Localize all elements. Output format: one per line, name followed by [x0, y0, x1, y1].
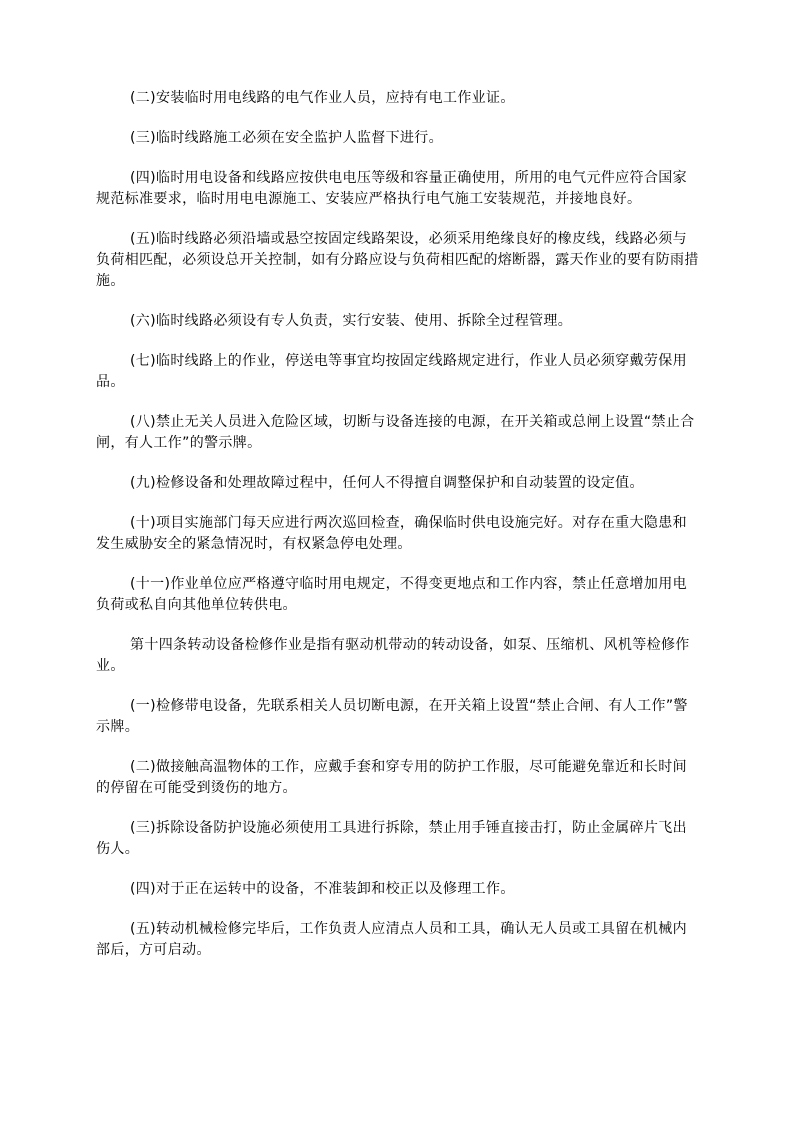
paragraph-voltage-capacity: (四)临时用电设备和线路应按供电电压等级和容量正确使用，所用的电气元件应符合国家规范标准要求，临时用电电源施工、安装应严格执行电气施工安装规范，并接地良好。 — [96, 170, 687, 207]
paragraph-responsibility: (六)临时线路必须设有专人负责，实行安装、使用、拆除全过程管理。 — [130, 313, 573, 329]
paragraph-high-temperature: (二)做接触高温物体的工作，应戴手套和穿专用的防护工作服，尽可能避免靠近和长时间的停留在可能受到烫伤的地方。 — [96, 759, 687, 796]
paragraph-cut-power: (一)检修带电设备，先联系相关人员切断电源，在开关箱上设置“禁止合闸、有人工作”警示牌。 — [96, 698, 688, 735]
paragraph-article-fourteen: 第十四条转动设备检修作业是指有驱动机带动的转动设备，如泵、压缩机、风机等检修作业。 — [96, 637, 690, 674]
document-body — [96, 88, 700, 980]
paragraph-restart-check: (五)转动机械检修完毕后，工作负责人应清点人员和工具，确认无人员或工具留在机械内部后，方可启动。 — [96, 921, 687, 958]
paragraph-power-switching: (七)临时线路上的作业，停送电等事宜均按固定线路规定进行，作业人员必须穿戴劳保用品。 — [96, 353, 687, 390]
paragraph-fault-handling: (九)检修设备和处理故障过程中，任何人不得擅自调整保护和自动装置的设定值。 — [130, 475, 644, 491]
paragraph-inspection: (十)项目实施部门每天应进行两次巡回检查，确保临时供电设施完好。对存在重大隐患和发生威胁安全的紧急情况时，有权紧急停电处理。 — [96, 515, 687, 552]
paragraph-line-installation: (五)临时线路必须沿墙或悬空按固定线路架设，必须采用绝缘良好的橡皮线，线路必须与负荷相匹配，必须设总开关控制，如有分路应设与负荷相匹配的熔断器，露天作业的要有防雨措施。 — [96, 231, 699, 289]
paragraph-danger-area: (八)禁止无关人员进入危险区域，切断与设备连接的电源，在开关箱或总闸上设置“禁止合闸，有人工作”的警示牌。 — [96, 414, 695, 451]
paragraph-unit-compliance: (十一)作业单位应严格遵守临时用电规定，不得变更地点和工作内容，禁止任意增加用电负荷或私自向其他单位转供电。 — [96, 576, 687, 613]
paragraph-safety-supervision: (三)临时线路施工必须在安全监护人监督下进行。 — [130, 130, 443, 146]
paragraph-remove-guard: (三)拆除设备防护设施必须使用工具进行拆除，禁止用手锤直接击打，防止金属碎片飞出伤人。 — [96, 820, 687, 857]
paragraph-electrician-certificate: (二)安装临时用电线路的电气作业人员，应持有电工作业证。 — [130, 90, 515, 106]
paragraph-running-equipment: (四)对于正在运转中的设备，不准装卸和校正以及修理工作。 — [130, 881, 515, 897]
